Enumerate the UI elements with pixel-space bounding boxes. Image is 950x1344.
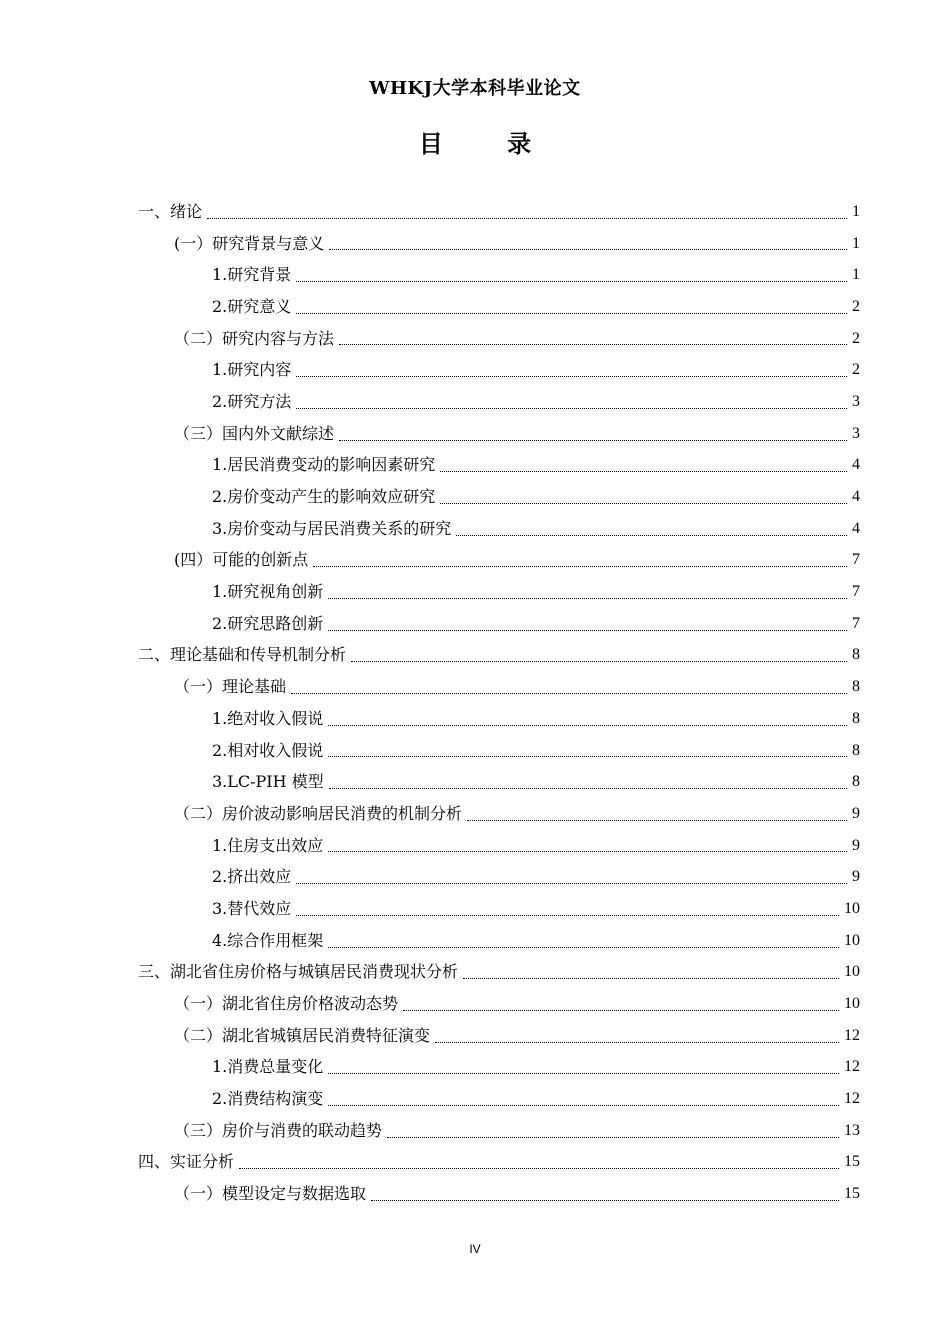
toc-dot-leader <box>296 312 847 314</box>
toc-dot-leader <box>435 1041 839 1043</box>
toc-entry-label: 2.挤出效应 <box>212 867 292 887</box>
toc-entry[interactable] <box>138 196 860 228</box>
toc-entry[interactable] <box>138 450 860 482</box>
toc-entry-page: 7 <box>852 583 860 601</box>
running-header: WHKJ大学本科毕业论文 <box>369 78 581 99</box>
toc-entry-label: 3.替代效应 <box>212 898 292 918</box>
toc-dot-leader <box>403 1009 839 1011</box>
toc-dot-leader <box>328 755 847 757</box>
toc-entry-page: 12 <box>844 1058 860 1076</box>
toc-entry[interactable] <box>138 259 860 291</box>
toc-entry-label: 1.研究背景 <box>212 265 292 285</box>
toc-entry-label: 一、绪论 <box>138 201 203 221</box>
toc-entry-label: （二）湖北省城镇居民消费特征演变 <box>174 1025 431 1045</box>
toc-dot-leader <box>351 660 847 662</box>
toc-dot-leader <box>328 1072 839 1074</box>
toc-dot-leader <box>296 914 839 916</box>
toc-dot-leader <box>239 1167 839 1169</box>
toc-entry[interactable] <box>138 735 860 767</box>
page-title: 目 录 <box>418 129 560 158</box>
toc-dot-leader <box>328 946 839 948</box>
toc-entry-label: (一）研究背景与意义 <box>174 233 325 253</box>
toc-entry-page: 12 <box>844 1026 860 1044</box>
toc-entry-label: 3.房价变动与居民消费关系的研究 <box>212 518 452 538</box>
toc-dot-leader <box>371 1199 839 1201</box>
toc-entry-page: 8 <box>852 646 860 664</box>
table-of-contents <box>138 196 860 1210</box>
toc-entry-label: （一）理论基础 <box>174 677 287 697</box>
toc-entry-page: 8 <box>852 741 860 759</box>
toc-entry-label: （一）湖北省住房价格波动态势 <box>174 994 399 1014</box>
toc-entry[interactable] <box>138 418 860 450</box>
toc-entry-page: 4 <box>852 488 860 506</box>
toc-entry-page: 7 <box>852 551 860 569</box>
toc-entry[interactable] <box>138 640 860 672</box>
toc-entry-label: 1.绝对收入假说 <box>212 708 324 728</box>
toc-entry[interactable] <box>138 1115 860 1147</box>
toc-dot-leader <box>328 1104 839 1106</box>
toc-entry-page: 15 <box>844 1153 860 1171</box>
toc-entry[interactable] <box>138 988 860 1020</box>
toc-entry-label: 二、理论基础和传导机制分析 <box>138 645 347 665</box>
toc-entry-page: 2 <box>852 361 860 379</box>
toc-entry-page: 9 <box>852 836 860 854</box>
toc-entry-label: 2.房价变动产生的影响效应研究 <box>212 487 436 507</box>
toc-dot-leader <box>207 217 847 219</box>
toc-entry[interactable] <box>138 925 860 957</box>
toc-entry-page: 2 <box>852 329 860 347</box>
toc-entry-page: 1 <box>852 202 860 220</box>
toc-entry-page: 7 <box>852 614 860 632</box>
toc-entry-label: 3.LC-PIH 模型 <box>212 772 324 792</box>
toc-dot-leader <box>467 819 847 821</box>
toc-entry-page: 3 <box>852 424 860 442</box>
toc-dot-leader <box>291 692 847 694</box>
toc-dot-leader <box>329 787 847 789</box>
toc-dot-leader <box>339 439 847 441</box>
toc-entry-label: 1.居民消费变动的影响因素研究 <box>212 455 436 475</box>
toc-entry-page: 10 <box>844 995 860 1013</box>
toc-dot-leader <box>328 597 847 599</box>
toc-dot-leader <box>296 407 847 409</box>
toc-entry[interactable] <box>138 386 860 418</box>
toc-entry-page: 15 <box>844 1185 860 1203</box>
toc-entry-label: 三、湖北省住房价格与城镇居民消费现状分析 <box>138 962 459 982</box>
toc-entry[interactable] <box>138 608 860 640</box>
toc-entry-label: 2.消费结构演变 <box>212 1089 324 1109</box>
toc-entry-label: 1.研究视角创新 <box>212 582 324 602</box>
toc-dot-leader <box>296 280 847 282</box>
toc-entry-label: 四、实证分析 <box>138 1152 235 1172</box>
toc-entry-page: 1 <box>852 234 860 252</box>
toc-entry-page: 2 <box>852 297 860 315</box>
toc-entry[interactable] <box>138 798 860 830</box>
toc-entry[interactable] <box>138 291 860 323</box>
toc-dot-leader <box>440 470 847 472</box>
toc-entry[interactable] <box>138 481 860 513</box>
toc-dot-leader <box>313 565 847 567</box>
toc-entry-page: 12 <box>844 1090 860 1108</box>
toc-entry[interactable] <box>138 545 860 577</box>
toc-dot-leader <box>296 882 847 884</box>
toc-entry-label: 4.综合作用框架 <box>212 930 324 950</box>
toc-entry-page: 13 <box>844 1121 860 1139</box>
toc-entry[interactable] <box>138 576 860 608</box>
toc-entry[interactable] <box>138 513 860 545</box>
toc-entry[interactable] <box>138 830 860 862</box>
toc-entry-page: 8 <box>852 678 860 696</box>
toc-entry-page: 9 <box>852 804 860 822</box>
toc-entry-page: 10 <box>844 931 860 949</box>
page-number: IV <box>469 1242 481 1256</box>
toc-entry-page: 4 <box>852 456 860 474</box>
toc-entry[interactable] <box>138 1147 860 1179</box>
toc-entry-page: 8 <box>852 773 860 791</box>
toc-dot-leader <box>440 502 847 504</box>
toc-entry-label: （一）模型设定与数据选取 <box>174 1184 367 1204</box>
toc-entry-label: 2.研究思路创新 <box>212 613 324 633</box>
toc-dot-leader <box>387 1136 839 1138</box>
toc-entry[interactable] <box>138 323 860 355</box>
toc-dot-leader <box>328 850 847 852</box>
toc-entry[interactable] <box>138 861 860 893</box>
toc-entry[interactable] <box>138 354 860 386</box>
toc-entry-label: （三）国内外文献综述 <box>174 423 335 443</box>
toc-entry[interactable] <box>138 1083 860 1115</box>
toc-entry-page: 8 <box>852 709 860 727</box>
toc-entry[interactable] <box>138 671 860 703</box>
toc-entry-label: 1.研究内容 <box>212 360 292 380</box>
toc-dot-leader <box>329 248 847 250</box>
toc-entry-page: 10 <box>844 899 860 917</box>
toc-entry[interactable] <box>138 957 860 989</box>
toc-entry-label: (四）可能的创新点 <box>174 550 309 570</box>
toc-entry-label: （二）房价波动影响居民消费的机制分析 <box>174 803 463 823</box>
toc-entry-label: 2.相对收入假说 <box>212 740 324 760</box>
toc-entry-page: 9 <box>852 868 860 886</box>
toc-dot-leader <box>463 977 839 979</box>
toc-dot-leader <box>296 375 847 377</box>
toc-dot-leader <box>456 534 847 536</box>
toc-entry[interactable] <box>138 1178 860 1210</box>
toc-entry[interactable] <box>138 766 860 798</box>
toc-entry-label: 1.消费总量变化 <box>212 1057 324 1077</box>
toc-dot-leader <box>328 724 847 726</box>
toc-entry[interactable] <box>138 893 860 925</box>
toc-dot-leader <box>339 343 847 345</box>
toc-entry[interactable] <box>138 228 860 260</box>
toc-entry-label: （三）房价与消费的联动趋势 <box>174 1120 383 1140</box>
toc-entry-label: 1.住房支出效应 <box>212 835 324 855</box>
toc-entry[interactable] <box>138 1020 860 1052</box>
toc-entry-page: 3 <box>852 392 860 410</box>
toc-entry-page: 10 <box>844 963 860 981</box>
toc-entry-label: 2.研究意义 <box>212 296 292 316</box>
toc-entry-label: 2.研究方法 <box>212 391 292 411</box>
toc-entry-page: 1 <box>852 266 860 284</box>
toc-entry[interactable] <box>138 1052 860 1084</box>
toc-entry[interactable] <box>138 703 860 735</box>
toc-dot-leader <box>328 629 847 631</box>
toc-entry-label: （二）研究内容与方法 <box>174 328 335 348</box>
toc-entry-page: 4 <box>852 519 860 537</box>
